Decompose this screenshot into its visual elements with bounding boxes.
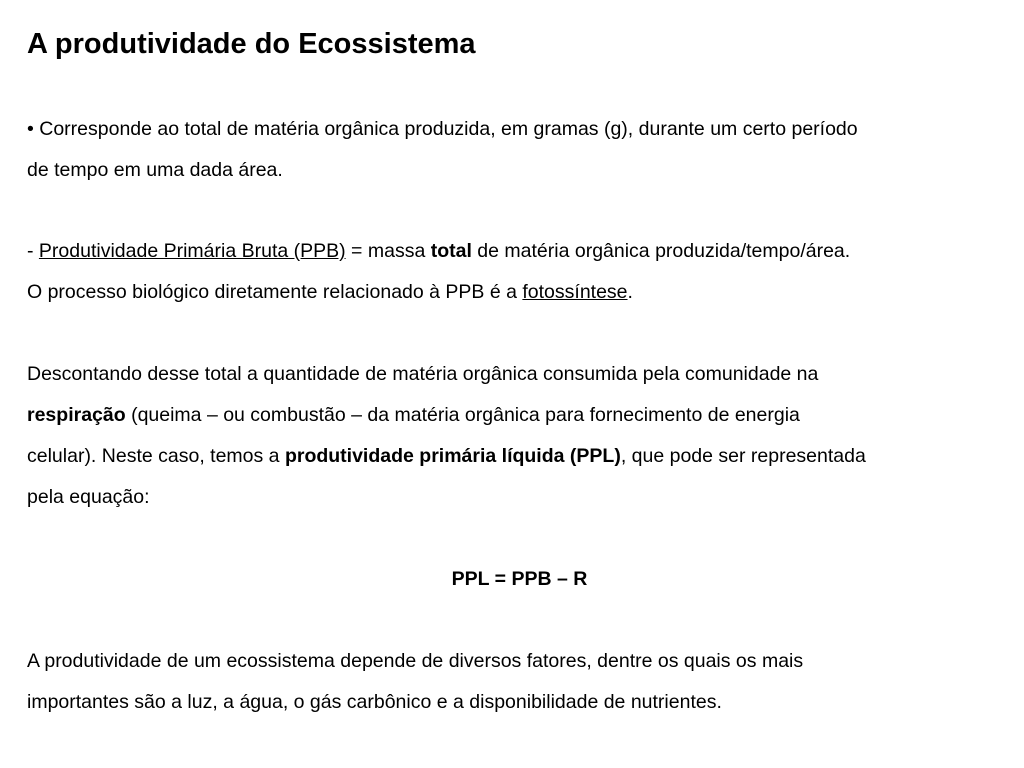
ppl-line-3-post: , que pode ser representada bbox=[620, 445, 866, 467]
page-title: A produtividade do Ecossistema bbox=[27, 28, 476, 60]
equation: PPL = PPB – R bbox=[451, 568, 588, 590]
definition-paragraph bbox=[27, 109, 1012, 191]
factors-line-1: A produtividade de um ecossistema depende de diversos fatores, dentre os quais os mais bbox=[27, 650, 804, 672]
ppb-paragraph bbox=[27, 231, 1012, 313]
ppl-line-2-rest: (queima – ou combustão – da matéria orgânica para fornecimento de energia bbox=[125, 404, 800, 426]
ppl-line-2 bbox=[27, 395, 1012, 436]
ppb-rest-text: de matéria orgânica produzida/tempo/área. bbox=[471, 240, 851, 262]
factors-line-2: importantes são a luz, a água, o gás carbônico e a disponibilidade de nutrientes. bbox=[27, 691, 722, 713]
definition-line-1: • Corresponde ao total de matéria orgânica produzida, em gramas (g), durante um certo período bbox=[27, 118, 858, 140]
photosynthesis-term: fotossíntese bbox=[522, 281, 628, 303]
ppb-total-word: total bbox=[430, 240, 472, 262]
respiracao-term: respiração bbox=[27, 404, 126, 426]
factors-paragraph bbox=[27, 641, 1012, 723]
ppl-paragraph bbox=[27, 354, 1012, 518]
ppb-line-2 bbox=[27, 272, 1012, 313]
ppl-term: produtividade primária líquida (PPL) bbox=[284, 445, 621, 467]
ppl-line-3-pre: celular). Neste caso, temos a bbox=[27, 445, 285, 467]
ppb-term: Produtividade Primária Bruta (PPB) bbox=[38, 240, 346, 262]
ppb-period: . bbox=[627, 281, 633, 303]
ppl-line-3 bbox=[27, 436, 1012, 477]
ppb-equals-text: = massa bbox=[345, 240, 431, 262]
definition-line-2: de tempo em uma dada área. bbox=[27, 159, 283, 181]
ppl-line-4: pela equação: bbox=[27, 486, 150, 508]
ppb-dash: - bbox=[27, 240, 39, 262]
ppl-line-1: Descontando desse total a quantidade de matéria orgânica consumida pela comunidade na bbox=[27, 363, 819, 385]
ppb-process-text: O processo biológico diretamente relacionado à PPB é a bbox=[27, 281, 523, 303]
ppb-line-1 bbox=[27, 231, 1012, 272]
slide bbox=[27, 0, 1012, 768]
